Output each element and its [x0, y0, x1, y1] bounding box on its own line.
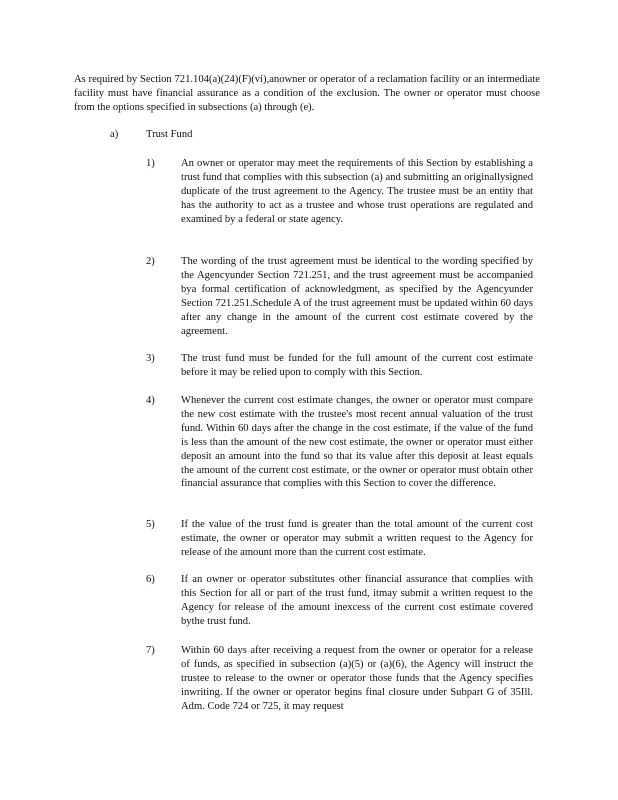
item-number: 2) [146, 256, 155, 267]
item-text: The wording of the trust agreement must be identical to the wording specified by the Agencyunder Section 721.251, and the trust agreement must be accompanied bya formal certification of acknowledgment, as specified by the Agencyunder Section 721.251.Schedule A of the trust agreement must be updated within 60 days after any change in the amount of the current cost estimate covered by the agreement. [181, 256, 533, 337]
item-text: Within 60 days after receiving a request from the owner or operator for a release of funds, as specified in subsection (a)(5) or (a)(6), the Agency will instruct the trustee to release to the owner or operator those funds that the Agency specifies inwriting. If the owner or operator begins final closure under Subpart G of 35Ill. Adm. Code 724 or 725, it may request [181, 645, 533, 712]
item-number: 6) [146, 574, 155, 585]
section-label: a) [110, 129, 119, 140]
item-number: 4) [146, 395, 155, 406]
item-number: 1) [146, 158, 155, 169]
intro-paragraph: As required by Section 721.104(a)(24)(F)(vi),anowner or operator of a reclamation facility or an intermediate facility must have financial assurance as a condition of the exclusion. The owner or operator must choose from the options specified in subsections (a) through (e). [74, 74, 540, 113]
section-title: Trust Fund [146, 129, 193, 140]
item-number: 7) [146, 645, 155, 656]
item-text: If the value of the trust fund is greater than the total amount of the current cost estimate, the owner or operator may submit a written request to the Agency for release of the amount more than the current cost estimate. [181, 519, 533, 558]
item-text: An owner or operator may meet the requirements of this Section by establishing a trust fund that complies with this subsection (a) and submitting an originallysigned duplicate of the trust agreement to the Agency. The trustee must be an entity that has the authority to act as a trustee and whose trust operations are regulated and examined by a federal or state agency. [181, 158, 533, 225]
item-number: 5) [146, 519, 155, 530]
item-number: 3) [146, 353, 155, 364]
item-text: The trust fund must be funded for the full amount of the current cost estimate before it may be relied upon to comply with this Section. [181, 353, 533, 378]
item-text: Whenever the current cost estimate changes, the owner or operator must compare the new cost estimate with the trustee's most recent annual valuation of the trust fund. Within 60 days after the change in the cost estimate, if the value of the fund is less than the amount of the new cost estimate, the owner or operator must either deposit an amount into the fund so that its value after this deposit at least equals the amount of the current cost estimate, or the owner or operator must obtain other financial assurance that complies with this Section to cover the difference. [181, 395, 533, 490]
item-text: If an owner or operator substitutes other financial assurance that complies with this Section for all or part of the trust fund, itmay submit a written request to the Agency for release of the amount inexcess of the current cost estimate covered bythe trust fund. [181, 574, 533, 627]
